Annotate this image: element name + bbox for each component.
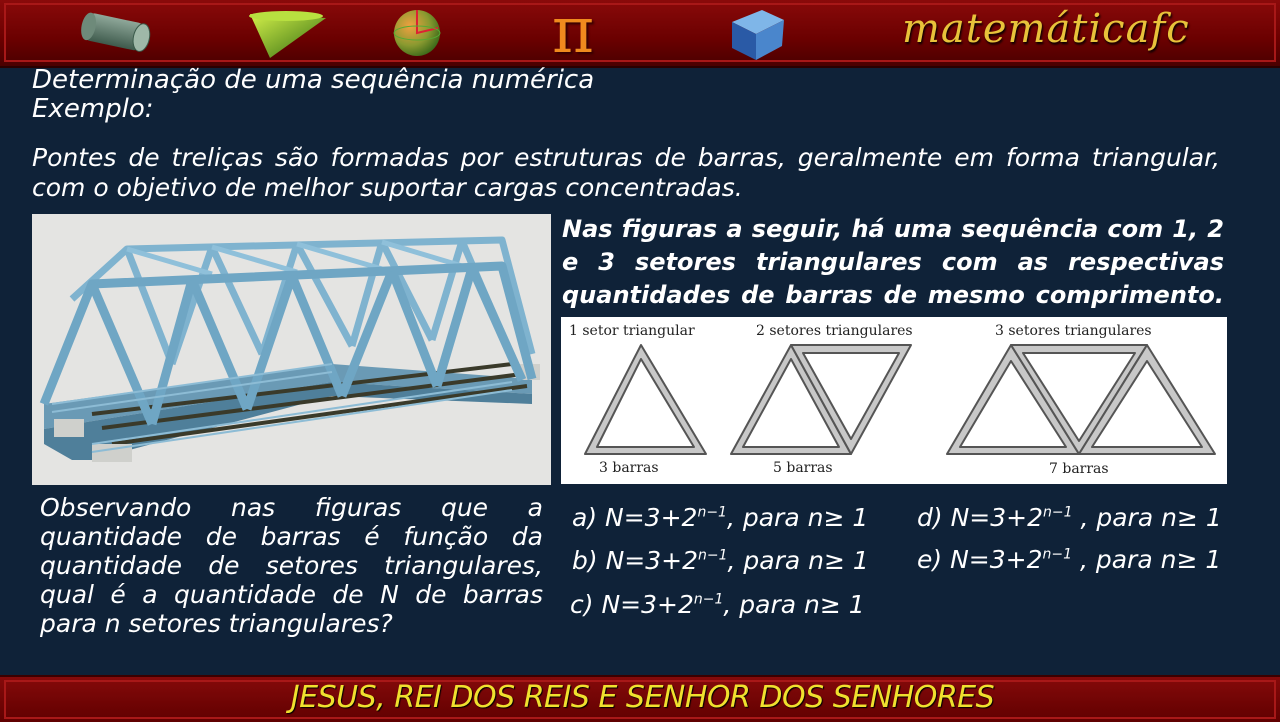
- option-condition: , para n≥ 1: [723, 590, 865, 619]
- option-e[interactable]: [917, 545, 1221, 574]
- figure-bars-3: 7 barras: [1049, 461, 1109, 477]
- option-c[interactable]: [570, 590, 865, 619]
- option-condition: , para n≥ 1: [726, 503, 869, 532]
- option-exponent: n−1: [693, 591, 724, 608]
- brand-title: matemáticafc: [902, 6, 1190, 52]
- option-a[interactable]: [572, 503, 868, 532]
- cone-icon: [246, 8, 328, 60]
- option-exponent: n−1: [698, 547, 728, 564]
- footer-banner: [0, 675, 1280, 722]
- option-letter: a): [572, 503, 598, 532]
- title-line: Determinação de uma sequência numérica: [32, 65, 595, 95]
- option-b[interactable]: [572, 546, 869, 575]
- option-letter: b): [572, 546, 598, 575]
- option-formula: N=3+2: [605, 546, 698, 575]
- option-d[interactable]: [917, 503, 1222, 532]
- option-formula: N=3+2: [605, 503, 698, 532]
- figure-bars-1: 3 barras: [599, 460, 659, 476]
- option-condition: , para n≥ 1: [1072, 503, 1222, 532]
- option-condition: , para n≥ 1: [727, 546, 869, 575]
- option-formula: N=3+2: [601, 590, 694, 619]
- pi-icon: π: [552, 0, 595, 68]
- option-letter: e): [917, 545, 943, 574]
- option-exponent: n−1: [1042, 546, 1073, 563]
- sequence-description: Nas figuras a seguir, há uma sequência com 1, 2 e 3 setores triangulares com as respectivas quantidades de barras de mesmo comprimento.: [562, 215, 1224, 309]
- question-text: Observando nas figuras que a quantidade de barras é função da quantidade de setores triangulares, qual é a quantidade de N de barras para n setores triangulares?: [40, 493, 543, 638]
- option-exponent: n−1: [697, 504, 727, 521]
- truss-bridge-image: [32, 214, 551, 485]
- option-formula: N=3+2: [950, 545, 1043, 574]
- triangle-sequence-figure: [561, 317, 1227, 484]
- option-condition: , para n≥ 1: [1072, 545, 1222, 574]
- figure-bars-2: 5 barras: [773, 460, 833, 476]
- option-exponent: n−1: [1043, 504, 1073, 521]
- figure-label-3: 3 setores triangulares: [995, 323, 1152, 339]
- page-title: [32, 66, 594, 124]
- header-banner: [0, 0, 1280, 68]
- intro-paragraph: Pontes de treliças são formadas por estruturas de barras, geralmente em forma triangular, com o objetivo de melhor suportar cargas concentradas.: [32, 143, 1220, 202]
- cylinder-icon: [76, 6, 154, 58]
- title-subline: Exemplo:: [32, 94, 154, 124]
- figure-label-1: 1 setor triangular: [569, 323, 695, 339]
- option-letter: d): [917, 503, 943, 532]
- option-letter: c): [570, 590, 594, 619]
- cube-icon: [722, 4, 790, 62]
- footer-text: JESUS, REI DOS REIS E SENHOR DOS SENHORES: [290, 680, 995, 715]
- sphere-icon: [390, 6, 444, 60]
- option-formula: N=3+2: [950, 503, 1043, 532]
- figure-label-2: 2 setores triangulares: [756, 323, 913, 339]
